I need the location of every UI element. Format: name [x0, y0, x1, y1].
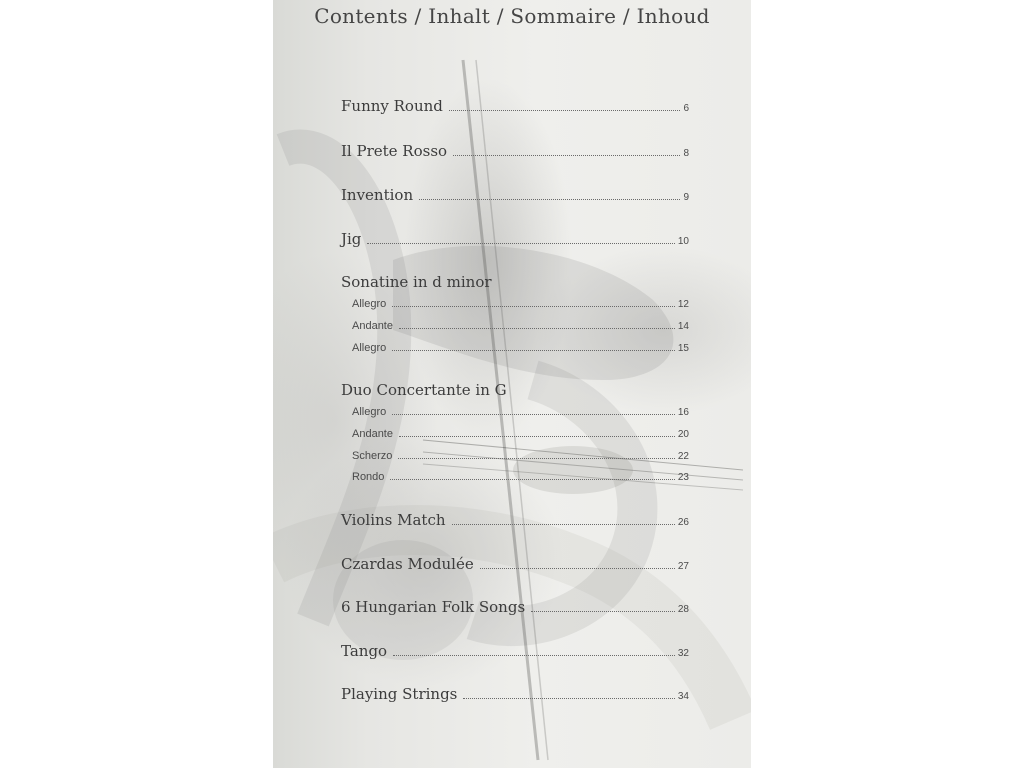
dot-leader — [453, 155, 680, 156]
toc-subentry — [352, 342, 689, 354]
toc-subentry — [352, 320, 689, 332]
entry-page-number: 27 — [677, 561, 689, 572]
toc-entry — [341, 642, 689, 660]
dot-leader — [399, 328, 675, 329]
entry-page-number: 9 — [683, 192, 689, 203]
toc-subentry — [352, 471, 689, 483]
entry-page-number: 32 — [677, 648, 689, 659]
toc-entry — [341, 186, 689, 204]
dot-leader — [367, 243, 674, 244]
toc-subentry — [352, 298, 689, 310]
toc-entry — [341, 230, 689, 248]
dot-leader — [398, 458, 675, 459]
entry-page-number: 14 — [677, 321, 689, 332]
entry-title: Playing Strings — [341, 685, 458, 703]
dot-leader — [452, 524, 675, 525]
movement-title: Allegro — [352, 342, 387, 354]
entry-page-number: 26 — [677, 517, 689, 528]
entry-page-number: 22 — [677, 451, 689, 462]
entry-title: Invention — [341, 186, 414, 204]
dot-leader — [390, 479, 674, 480]
toc-subentry — [352, 450, 689, 462]
movement-title: Rondo — [352, 471, 385, 483]
dot-leader — [419, 199, 680, 200]
entry-title: Violins Match — [341, 511, 446, 529]
toc-entry — [341, 685, 689, 703]
entry-page-number: 10 — [677, 236, 689, 247]
entry-page-number: 23 — [677, 472, 689, 483]
toc-entry — [341, 97, 689, 115]
dot-leader — [449, 110, 681, 111]
entry-title: Jig — [341, 230, 362, 248]
entry-title: 6 Hungarian Folk Songs — [341, 598, 526, 616]
dot-leader — [392, 350, 675, 351]
entry-title: Czardas Modulée — [341, 555, 474, 573]
entry-page-number: 34 — [677, 691, 689, 702]
toc-subentry — [352, 406, 689, 418]
contents-heading: Contents / Inhalt / Sommaire / Inhoud — [314, 4, 710, 28]
movement-title: Andante — [352, 320, 393, 332]
entry-page-number: 8 — [683, 148, 689, 159]
dot-leader — [393, 655, 675, 656]
toc-entry — [341, 511, 689, 529]
toc-entry — [341, 555, 689, 573]
entry-title: Tango — [341, 642, 388, 660]
entry-page-number: 6 — [683, 103, 689, 114]
dot-leader — [392, 414, 675, 415]
toc-section-heading — [341, 381, 689, 399]
entry-page-number: 28 — [677, 604, 689, 615]
dot-leader — [463, 698, 675, 699]
movement-title: Andante — [352, 428, 393, 440]
entry-title: Sonatine in d minor — [341, 273, 492, 291]
entry-title: Funny Round — [341, 97, 443, 115]
entry-page-number: 16 — [677, 407, 689, 418]
movement-title: Scherzo — [352, 450, 393, 462]
toc-entry — [341, 142, 689, 160]
entry-page-number: 20 — [677, 429, 689, 440]
contents-page — [273, 0, 751, 768]
toc-section-heading — [341, 273, 689, 291]
dot-leader — [392, 306, 675, 307]
entry-page-number: 12 — [677, 299, 689, 310]
entry-title: Duo Concertante in G — [341, 381, 507, 399]
toc-subentry — [352, 428, 689, 440]
entry-page-number: 15 — [677, 343, 689, 354]
entry-title: Il Prete Rosso — [341, 142, 448, 160]
dot-leader — [531, 611, 675, 612]
movement-title: Allegro — [352, 406, 387, 418]
dot-leader — [399, 436, 675, 437]
toc-entry — [341, 598, 689, 616]
movement-title: Allegro — [352, 298, 387, 310]
dot-leader — [480, 568, 675, 569]
